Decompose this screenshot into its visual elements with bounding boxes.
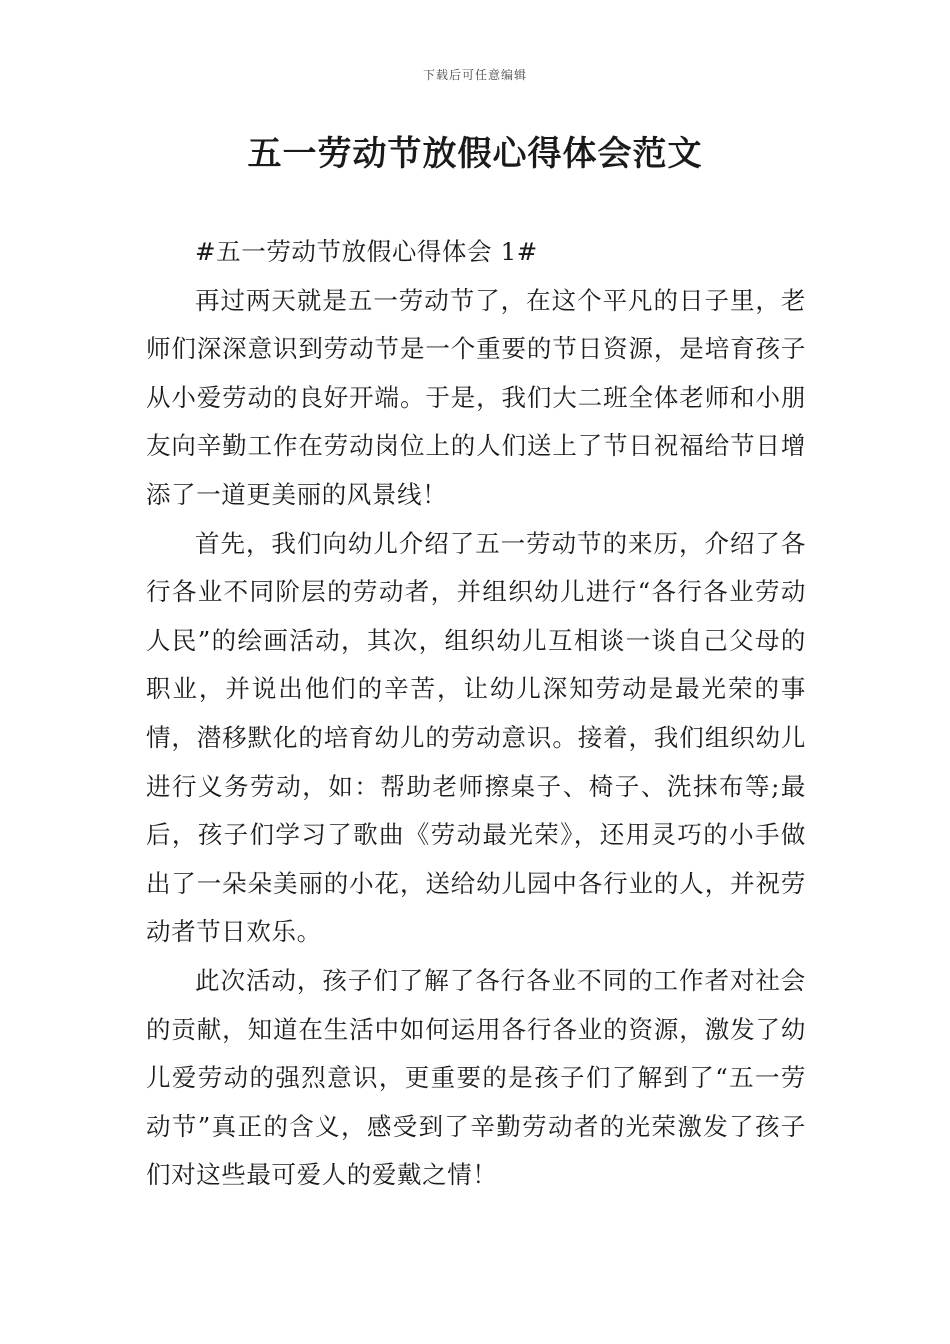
paragraph-3: 此次活动，孩子们了解了各行各业不同的工作者对社会的贡献，知道在生活中如何运用各行各业的资源，激发了幼儿爱劳动的强烈意识，更重要的是孩子们了解到了“五一劳动节”真正的含义，感受到了辛勤劳动者的光荣激发了孩子们对这些最可爱人的爱戴之情！ (146, 965, 806, 1190)
header-note: 下载后可任意编辑 (422, 68, 527, 82)
paragraph-1: 再过两天就是五一劳动节了，在这个平凡的日子里，老师们深深意识到劳动节是一个重要的节日资源，是培育孩子从小爱劳动的良好开端。于是，我们大二班全体老师和小朋友向辛勤工作在劳动岗位上的人们送上了节日祝福给节日增添了一道更美丽的风景线！ (146, 285, 806, 509)
document-body (146, 228, 806, 1200)
section-heading: #五一劳动节放假心得体会 1# (195, 237, 538, 266)
page-title: 五一劳动节放假心得体会范文 (247, 134, 703, 174)
paragraph-2: 首先，我们向幼儿介绍了五一劳动节的来历，介绍了各行各业不同阶层的劳动者，并组织幼儿进行“各行各业劳动人民”的绘画活动，其次，组织幼儿互相谈一谈自己父母的职业，并说出他们的辛苦，让幼儿深知劳动是最光荣的事情，潜移默化的培育幼儿的劳动意识。接着，我们组织幼儿进行义务劳动，如：帮助老师擦桌子、椅子、洗抹布等;最后，孩子们学习了歌曲《劳动最光荣》，还用灵巧的小手做出了一朵朵美丽的小花，送给幼儿园中各行业的人，并祝劳动者节日欢乐。 (146, 528, 806, 947)
